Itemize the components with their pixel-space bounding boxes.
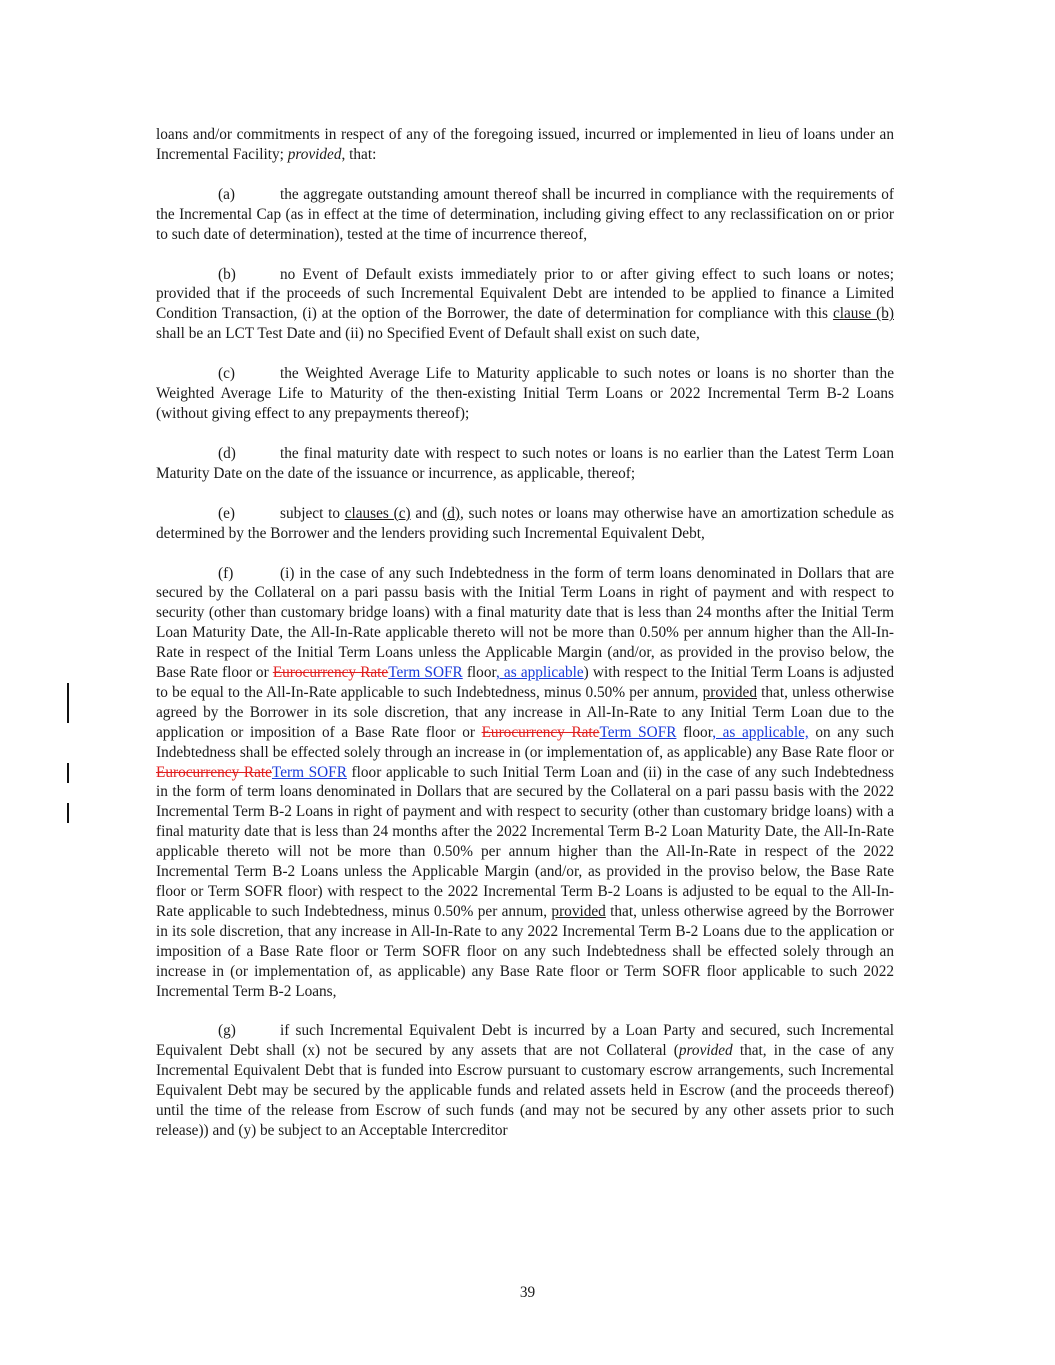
deleted-text: Eurocurrency Rate bbox=[156, 763, 272, 781]
clause-reference: clauses (c) bbox=[344, 504, 411, 522]
proviso-term: provided bbox=[702, 683, 757, 701]
clause-label: (e) bbox=[218, 504, 235, 522]
clause-label: (c) bbox=[218, 365, 235, 383]
clause-g: (g) if such Incremental Equivalent Debt is incurred by a Loan Party and secured, such Incremental Equivalent Debt shall (x) not be secured by any assets that are not Collateral (provided that, in the case of any Incremental Equivalent Debt that is funded into Escrow pursuant to customary escrow arrangements, such Incremental Equivalent Debt may be secured by the applicable funds and related assets held in Escrow (and the proceeds thereof) until the time of the release from Escrow of such funds (and may not be secured by any other assets prior to such release)) and (y) be subject to an Acceptable Intercreditor bbox=[156, 1022, 894, 1139]
change-bar bbox=[67, 803, 69, 823]
clause-label: (b) bbox=[218, 265, 236, 283]
change-bar bbox=[67, 683, 69, 723]
clause-d: (d) the final maturity date with respect to such notes or loans is no earlier than the Latest Term Loan Maturity Date on the date of the issuance or incurrence, as applicable, thereof; bbox=[156, 444, 894, 482]
inserted-text: Term SOFR bbox=[599, 723, 677, 741]
clause-label: (d) bbox=[218, 444, 236, 462]
deleted-text: Eurocurrency Rate bbox=[481, 723, 600, 741]
intro-paragraph: loans and/or commitments in respect of any of the foregoing issued, incurred or implemented in lieu of loans under an Incremental Facility; provided, that: bbox=[156, 126, 894, 163]
proviso-term: provided bbox=[551, 902, 606, 920]
inserted-text: , as applicable, bbox=[712, 723, 809, 741]
clause-e: (e) subject to clauses (c) and (d), such notes or loans may otherwise have an amortization schedule as determined by the Borrower and the lenders providing such Incremental Equivalent Debt, bbox=[156, 504, 894, 542]
clause-reference: clause (b) bbox=[832, 305, 894, 323]
clause-a: (a) the aggregate outstanding amount thereof shall be incurred in compliance with the requirements of the Incremental Cap (as in effect at the time of determination, including giving effect to any reclassification on or prior to such date of determination), tested at the time of incurrence thereof, bbox=[156, 185, 894, 243]
clause-label: (f) bbox=[218, 564, 234, 582]
document-body bbox=[156, 125, 894, 1161]
clause-label: (a) bbox=[218, 185, 235, 203]
clause-b: (b) no Event of Default exists immediately prior to or after giving effect to such loans or notes; provided that if the proceeds of such Incremental Equivalent Debt are intended to be applied to finance a Limited Condition Transaction, (i) at the option of the Borrower, the date of determination for compliance with this clause (b) shall be an LCT Test Date and (ii) no Specified Event of Default shall exist on such date, bbox=[156, 265, 894, 343]
clause-c: (c) the Weighted Average Life to Maturity applicable to such notes or loans is no shorter than the Weighted Average Life to Maturity of the then-existing Initial Term Loans or 2022 Incremental Term B-2 Loans (without giving effect to any prepayments thereof); bbox=[156, 365, 894, 422]
change-bar bbox=[67, 763, 69, 783]
clause-label: (g) bbox=[218, 1022, 236, 1040]
inserted-text: , as applicable bbox=[495, 664, 584, 682]
clause-f: (f) (i) in the case of any such Indebtedness in the form of term loans denominated in Dollars that are secured by the Collateral on a pari passu basis with the Initial Term Loans in right of payment and with respect to security (other than customary bridge loans) with a final maturity date that is less than 24 months after the Initial Term Loan Maturity Date, the All-In-Rate applicable thereto will not be more than 0.50% per annum higher than the All-In-Rate in respect of the Initial Term Loans unless the Applicable Margin (and/or, as provided in the proviso below, the Base Rate floor or Eurocurrency RateTerm SOFR floor, as applicable) with respect to the Initial Term Loans is adjusted to be equal to the All-In-Rate applicable to such Indebtedness, minus 0.50% per annum, provided that, unless otherwise agreed by the Borrower in its sole discretion, that any increase in All-In-Rate to any Initial Term Loan due to the application or imposition of a Base Rate floor or Eurocurrency RateTerm SOFR floor, as applicable, on any such Indebtedness shall be effected solely through an increase in (or implementation of, as applicable) any Base Rate floor or Eurocurrency RateTerm SOFR floor applicable to such Initial Term Loan and (ii) in the case of any such Indebtedness in the form of term loans denominated in Dollars that are secured by the Collateral on a pari passu basis with the 2022 Incremental Term B-2 Loans in right of payment and with respect to security (other than customary bridge loans) with a final maturity date that is less than 24 months after the 2022 Incremental Term B-2 Loan Maturity Date, the All-In-Rate applicable thereto will not be more than 0.50% per annum higher than the All-In-Rate in respect of the 2022 Incremental Term B-2 Loans unless the Applicable Margin (and/or, as provided in the proviso below, the Base Rate floor or Term SOFR floor) with respect to the 2022 Incremental Term B-2 Loans is adjusted to be equal to the All-In-Rate applicable to such Indebtedness, minus 0.50% per annum, provided that, unless otherwise agreed by the Borrower in its sole discretion, that any increase in All-In-Rate to any 2022 Incremental Term B-2 Loans due to the application or imposition of a Base Rate floor or Term SOFR floor on any such Indebtedness shall be effected solely through an increase in (or implementation of, as applicable) any Base Rate floor or Term SOFR floor applicable to such 2022 Incremental Term B-2 Loans, bbox=[156, 564, 894, 1000]
inserted-text: Term SOFR bbox=[388, 664, 463, 682]
page-number: 39 bbox=[519, 1284, 536, 1301]
inserted-text: Term SOFR bbox=[271, 763, 347, 781]
clause-reference: (d) bbox=[442, 504, 460, 522]
deleted-text: Eurocurrency Rate bbox=[272, 664, 389, 682]
